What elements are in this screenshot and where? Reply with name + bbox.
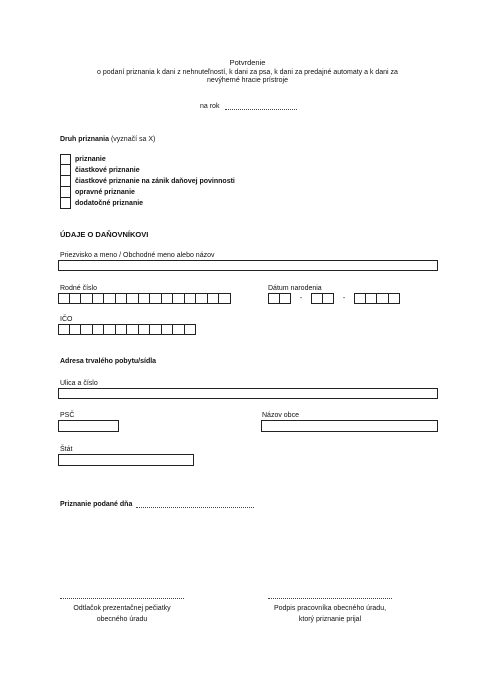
option-label: čiastkové priznanie bbox=[75, 167, 140, 174]
digit-cell[interactable] bbox=[185, 293, 197, 304]
stamp-caption bbox=[50, 605, 194, 623]
name-input[interactable] bbox=[58, 260, 438, 271]
ico-input[interactable] bbox=[58, 324, 196, 335]
signature-caption-line1: Podpis pracovníka obecného úradu, bbox=[273, 605, 387, 612]
digit-cell[interactable] bbox=[354, 293, 366, 304]
year-blank[interactable] bbox=[225, 102, 297, 110]
psc-label: PSČ bbox=[60, 412, 75, 419]
digit-cell[interactable] bbox=[208, 293, 220, 304]
return-type-option[interactable] bbox=[60, 176, 235, 187]
checkbox[interactable] bbox=[60, 154, 71, 165]
date-separator: - bbox=[342, 295, 346, 302]
digit-cell[interactable] bbox=[150, 293, 162, 304]
street-label: Ulica a číslo bbox=[60, 380, 98, 387]
digit-cell[interactable] bbox=[162, 293, 174, 304]
digit-cell[interactable] bbox=[81, 324, 93, 335]
digit-cell[interactable] bbox=[311, 293, 323, 304]
state-label: Štát bbox=[60, 446, 73, 453]
birth-number-input[interactable] bbox=[58, 293, 231, 304]
option-label: opravné priznanie bbox=[75, 189, 135, 196]
street-input[interactable] bbox=[58, 388, 438, 399]
digit-cell[interactable] bbox=[139, 324, 151, 335]
digit-cell[interactable] bbox=[162, 324, 174, 335]
return-type-heading bbox=[60, 136, 155, 143]
name-label: Priezvisko a meno / Obchodné meno alebo názov bbox=[60, 252, 215, 259]
year-cells[interactable] bbox=[354, 293, 400, 304]
digit-cell[interactable] bbox=[93, 293, 105, 304]
year-field[interactable] bbox=[200, 102, 297, 110]
digit-cell[interactable] bbox=[323, 293, 335, 304]
digit-cell[interactable] bbox=[173, 324, 185, 335]
digit-cell[interactable] bbox=[81, 293, 93, 304]
checkbox[interactable] bbox=[60, 176, 71, 187]
date-separator: - bbox=[299, 295, 303, 302]
ico-label: IČO bbox=[60, 316, 73, 323]
digit-cell[interactable] bbox=[116, 324, 128, 335]
digit-cell[interactable] bbox=[150, 324, 162, 335]
stamp-caption-line2: obecného úradu bbox=[96, 616, 148, 623]
checkbox[interactable] bbox=[60, 198, 71, 209]
checkbox[interactable] bbox=[60, 165, 71, 176]
state-input[interactable] bbox=[58, 454, 194, 466]
birth-date-label: Dátum narodenia bbox=[268, 285, 322, 292]
day-cells[interactable] bbox=[268, 293, 291, 304]
digit-cell[interactable] bbox=[389, 293, 401, 304]
signature-caption bbox=[250, 605, 410, 623]
return-type-option[interactable] bbox=[60, 165, 235, 176]
digit-cell[interactable] bbox=[70, 293, 82, 304]
document-title: Potvrdenie bbox=[229, 58, 266, 67]
digit-cell[interactable] bbox=[280, 293, 292, 304]
month-cells[interactable] bbox=[311, 293, 334, 304]
option-label: priznanie bbox=[75, 156, 106, 163]
return-type-hint: (vyznačí sa X) bbox=[110, 136, 156, 143]
birth-number-label: Rodné číslo bbox=[60, 285, 97, 292]
address-heading: Adresa trvalého pobytu/sídla bbox=[60, 358, 157, 365]
signature-caption-line2: ktorý priznanie prijal bbox=[298, 616, 362, 623]
digit-cell[interactable] bbox=[268, 293, 280, 304]
digit-cell[interactable] bbox=[127, 324, 139, 335]
year-label: na rok bbox=[200, 102, 220, 110]
digit-cell[interactable] bbox=[116, 293, 128, 304]
taxpayer-heading: ÚDAJE O DAŇOVNÍKOVI bbox=[60, 230, 149, 239]
digit-cell[interactable] bbox=[366, 293, 378, 304]
digit-cell[interactable] bbox=[377, 293, 389, 304]
option-label: dodatočné priznanie bbox=[75, 200, 144, 207]
digit-cell[interactable] bbox=[58, 293, 70, 304]
digit-cell[interactable] bbox=[139, 293, 151, 304]
document-subtitle-line2: nevýherné hracie prístroje bbox=[207, 77, 288, 84]
city-input[interactable] bbox=[261, 420, 438, 432]
submitted-field[interactable] bbox=[60, 500, 254, 508]
submitted-date-blank[interactable] bbox=[136, 500, 254, 508]
return-type-option[interactable] bbox=[60, 187, 235, 198]
digit-cell[interactable] bbox=[173, 293, 185, 304]
signature-line bbox=[268, 598, 392, 599]
digit-cell[interactable] bbox=[196, 293, 208, 304]
checkbox[interactable] bbox=[60, 187, 71, 198]
digit-cell[interactable] bbox=[104, 293, 116, 304]
return-type-option[interactable] bbox=[60, 198, 235, 209]
digit-cell[interactable] bbox=[70, 324, 82, 335]
digit-cell[interactable] bbox=[104, 324, 116, 335]
return-type-option[interactable] bbox=[60, 154, 235, 165]
digit-cell[interactable] bbox=[58, 324, 70, 335]
digit-cell[interactable] bbox=[185, 324, 197, 335]
digit-cell[interactable] bbox=[127, 293, 139, 304]
return-type-options bbox=[60, 154, 235, 209]
city-label: Názov obce bbox=[262, 412, 299, 419]
document-header bbox=[0, 58, 495, 84]
birth-date-input[interactable] bbox=[268, 293, 400, 304]
return-type-label: Druh priznania bbox=[60, 136, 110, 143]
document-subtitle-line1: o podaní priznania k dani z nehnuteľností, k dani za psa, k dani za predajné automaty a k dani za bbox=[97, 69, 398, 76]
digit-cell[interactable] bbox=[93, 324, 105, 335]
submitted-label: Priznanie podané dňa bbox=[60, 500, 133, 508]
digit-cell[interactable] bbox=[219, 293, 231, 304]
option-label: čiastkové priznanie na zánik daňovej povinnosti bbox=[75, 178, 235, 185]
stamp-line bbox=[60, 598, 184, 599]
psc-input[interactable] bbox=[58, 420, 119, 432]
stamp-caption-line1: Odtlačok prezentačnej pečiatky bbox=[73, 605, 171, 612]
